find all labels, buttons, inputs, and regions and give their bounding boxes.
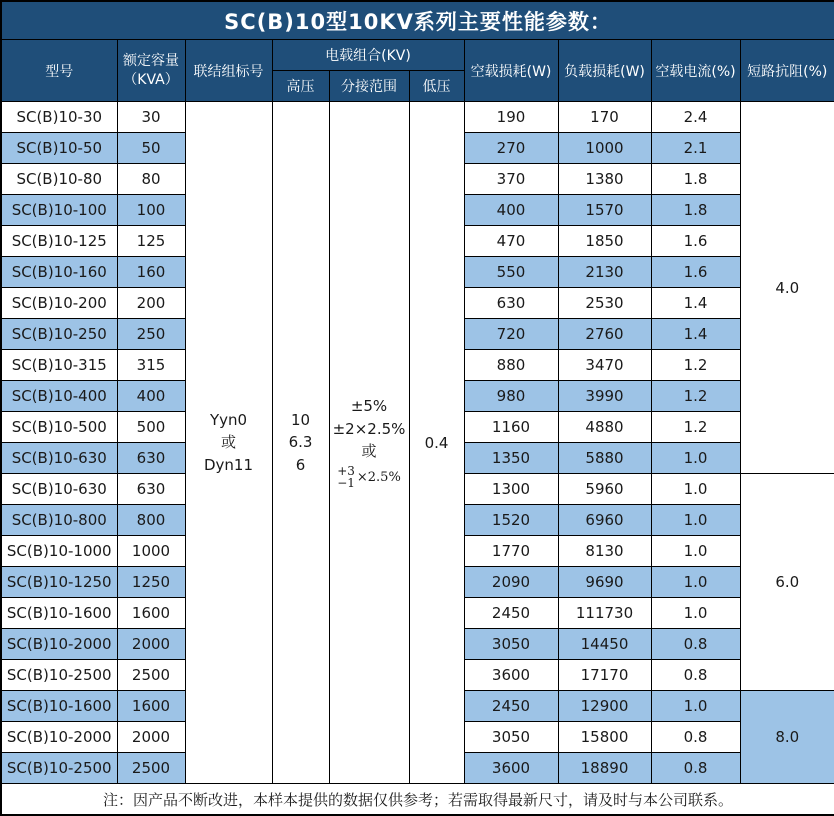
model-cell: SC(B)10-400 (1, 381, 117, 412)
load-loss-cell: 17170 (558, 660, 651, 691)
no-load-loss-cell: 1520 (464, 505, 558, 536)
no-load-current-cell: 1.2 (651, 350, 740, 381)
no-load-current-cell: 1.4 (651, 319, 740, 350)
no-load-loss-cell: 470 (464, 226, 558, 257)
capacity-cell: 80 (117, 164, 185, 195)
load-loss-cell: 9690 (558, 567, 651, 598)
capacity-cell: 2000 (117, 722, 185, 753)
col-header-hv: 高压 (272, 71, 329, 102)
title-row (1, 1, 834, 40)
footnote: 注：因产品不断改进，本样本提供的数据仅供参考；若需取得最新尺寸，请及时与本公司联系。 (1, 784, 834, 816)
capacity-cell: 315 (117, 350, 185, 381)
capacity-cell: 100 (117, 195, 185, 226)
model-cell: SC(B)10-80 (1, 164, 117, 195)
model-cell: SC(B)10-1600 (1, 691, 117, 722)
model-cell: SC(B)10-30 (1, 102, 117, 133)
page-title: SC(B)10型10KV系列主要性能参数： (1, 1, 834, 40)
model-cell: SC(B)10-160 (1, 257, 117, 288)
no-load-current-cell: 0.8 (651, 660, 740, 691)
connection-cell (185, 102, 272, 784)
load-loss-cell: 14450 (558, 629, 651, 660)
no-load-loss-cell: 3600 (464, 753, 558, 784)
load-loss-cell: 18890 (558, 753, 651, 784)
tap-line-1: ±2×2.5% (332, 419, 406, 438)
hv-line-2: 6 (295, 455, 306, 474)
model-cell: SC(B)10-100 (1, 195, 117, 226)
capacity-cell: 630 (117, 474, 185, 505)
capacity-cell: 160 (117, 257, 185, 288)
load-loss-cell: 12900 (558, 691, 651, 722)
capacity-cell: 800 (117, 505, 185, 536)
model-cell: SC(B)10-800 (1, 505, 117, 536)
no-load-current-cell: 0.8 (651, 629, 740, 660)
load-loss-cell: 1000 (558, 133, 651, 164)
load-loss-cell: 3990 (558, 381, 651, 412)
no-load-current-cell: 2.4 (651, 102, 740, 133)
model-cell: SC(B)10-630 (1, 474, 117, 505)
impedance-cell: 6.0 (740, 474, 834, 691)
col-header-tap-range: 分接范围 (329, 71, 409, 102)
load-loss-cell: 1380 (558, 164, 651, 195)
no-load-current-cell: 1.8 (651, 195, 740, 226)
no-load-loss-cell: 3050 (464, 629, 558, 660)
load-loss-cell: 8130 (558, 536, 651, 567)
load-loss-cell: 3470 (558, 350, 651, 381)
model-cell: SC(B)10-630 (1, 443, 117, 474)
no-load-current-cell: 1.0 (651, 536, 740, 567)
capacity-cell: 200 (117, 288, 185, 319)
no-load-loss-cell: 3050 (464, 722, 558, 753)
connection-line-1: 或 (220, 433, 236, 452)
no-load-current-cell: 1.0 (651, 598, 740, 629)
model-cell: SC(B)10-125 (1, 226, 117, 257)
model-cell: SC(B)10-315 (1, 350, 117, 381)
no-load-current-cell: 1.6 (651, 257, 740, 288)
no-load-loss-cell: 630 (464, 288, 558, 319)
load-loss-cell: 5960 (558, 474, 651, 505)
load-loss-cell: 2130 (558, 257, 651, 288)
no-load-loss-cell: 1770 (464, 536, 558, 567)
capacity-cell: 125 (117, 226, 185, 257)
col-header-lv: 低压 (409, 71, 464, 102)
capacity-cell: 50 (117, 133, 185, 164)
capacity-cell: 2000 (117, 629, 185, 660)
col-header-impedance: 短路抗阻(%) (740, 40, 834, 102)
no-load-current-cell: 1.0 (651, 443, 740, 474)
model-cell: SC(B)10-250 (1, 319, 117, 350)
col-header-voltage-group: 电载组合(KV) (272, 40, 464, 71)
no-load-loss-cell: 2450 (464, 598, 558, 629)
no-load-current-cell: 1.2 (651, 381, 740, 412)
load-loss-cell: 4880 (558, 412, 651, 443)
connection-line-2: Dyn11 (203, 455, 254, 474)
capacity-cell: 2500 (117, 753, 185, 784)
no-load-current-cell: 1.8 (651, 164, 740, 195)
hv-line-1: 6.3 (288, 433, 313, 452)
model-cell: SC(B)10-200 (1, 288, 117, 319)
no-load-loss-cell: 980 (464, 381, 558, 412)
capacity-cell: 1000 (117, 536, 185, 567)
model-cell: SC(B)10-50 (1, 133, 117, 164)
capacity-cell: 1250 (117, 567, 185, 598)
no-load-current-cell: 1.2 (651, 412, 740, 443)
capacity-cell: 250 (117, 319, 185, 350)
load-loss-cell: 111730 (558, 598, 651, 629)
no-load-current-cell: 1.0 (651, 474, 740, 505)
model-cell: SC(B)10-2500 (1, 660, 117, 691)
no-load-current-cell: 0.8 (651, 753, 740, 784)
load-loss-cell: 1850 (558, 226, 651, 257)
no-load-current-cell: 2.1 (651, 133, 740, 164)
table-row (1, 102, 834, 133)
model-cell: SC(B)10-2000 (1, 722, 117, 753)
impedance-cell: 4.0 (740, 102, 834, 474)
capacity-cell: 1600 (117, 691, 185, 722)
col-header-load-loss: 负载损耗(W) (558, 40, 651, 102)
col-header-connection: 联结组标号 (185, 40, 272, 102)
capacity-cell: 630 (117, 443, 185, 474)
load-loss-cell: 6960 (558, 505, 651, 536)
header-row (1, 40, 834, 71)
tap-line-2: 或 (361, 442, 377, 461)
load-loss-cell: 2760 (558, 319, 651, 350)
col-header-no-load-loss: 空载损耗(W) (464, 40, 558, 102)
tap-line-0: ±5% (350, 397, 388, 416)
no-load-loss-cell: 3600 (464, 660, 558, 691)
model-cell: SC(B)10-1250 (1, 567, 117, 598)
model-cell: SC(B)10-2000 (1, 629, 117, 660)
load-loss-cell: 1570 (558, 195, 651, 226)
load-loss-cell: 15800 (558, 722, 651, 753)
no-load-loss-cell: 2090 (464, 567, 558, 598)
load-loss-cell: 170 (558, 102, 651, 133)
model-cell: SC(B)10-500 (1, 412, 117, 443)
no-load-loss-cell: 400 (464, 195, 558, 226)
capacity-cell: 1600 (117, 598, 185, 629)
capacity-cell: 30 (117, 102, 185, 133)
no-load-loss-cell: 720 (464, 319, 558, 350)
col-header-capacity-line2: （KVA） (123, 71, 179, 88)
capacity-cell: 2500 (117, 660, 185, 691)
no-load-loss-cell: 1300 (464, 474, 558, 505)
lv-cell: 0.4 (409, 102, 464, 784)
tap-range-cell (329, 102, 409, 784)
no-load-current-cell: 0.8 (651, 722, 740, 753)
no-load-loss-cell: 880 (464, 350, 558, 381)
hv-line-0: 10 (290, 410, 311, 429)
model-cell: SC(B)10-1600 (1, 598, 117, 629)
no-load-current-cell: 1.4 (651, 288, 740, 319)
col-header-model: 型号 (1, 40, 117, 102)
capacity-cell: 500 (117, 412, 185, 443)
col-header-capacity (117, 40, 185, 102)
no-load-loss-cell: 190 (464, 102, 558, 133)
no-load-loss-cell: 1160 (464, 412, 558, 443)
table-body (1, 102, 834, 784)
tap-stacked-expression: +3 −1 ×2.5% (337, 463, 401, 491)
impedance-cell: 8.0 (740, 691, 834, 784)
col-header-capacity-line1: 额定容量 (123, 52, 179, 69)
capacity-cell: 400 (117, 381, 185, 412)
no-load-current-cell: 1.0 (651, 505, 740, 536)
no-load-loss-cell: 1350 (464, 443, 558, 474)
col-header-no-load-current: 空载电流(%) (651, 40, 740, 102)
hv-cell (272, 102, 329, 784)
model-cell: SC(B)10-2500 (1, 753, 117, 784)
load-loss-cell: 2530 (558, 288, 651, 319)
model-cell: SC(B)10-1000 (1, 536, 117, 567)
no-load-loss-cell: 370 (464, 164, 558, 195)
no-load-loss-cell: 2450 (464, 691, 558, 722)
no-load-current-cell: 1.6 (651, 226, 740, 257)
connection-line-0: Yyn0 (209, 410, 248, 429)
no-load-current-cell: 1.0 (651, 567, 740, 598)
no-load-current-cell: 1.0 (651, 691, 740, 722)
load-loss-cell: 5880 (558, 443, 651, 474)
no-load-loss-cell: 550 (464, 257, 558, 288)
footnote-row (1, 784, 834, 816)
no-load-loss-cell: 270 (464, 133, 558, 164)
